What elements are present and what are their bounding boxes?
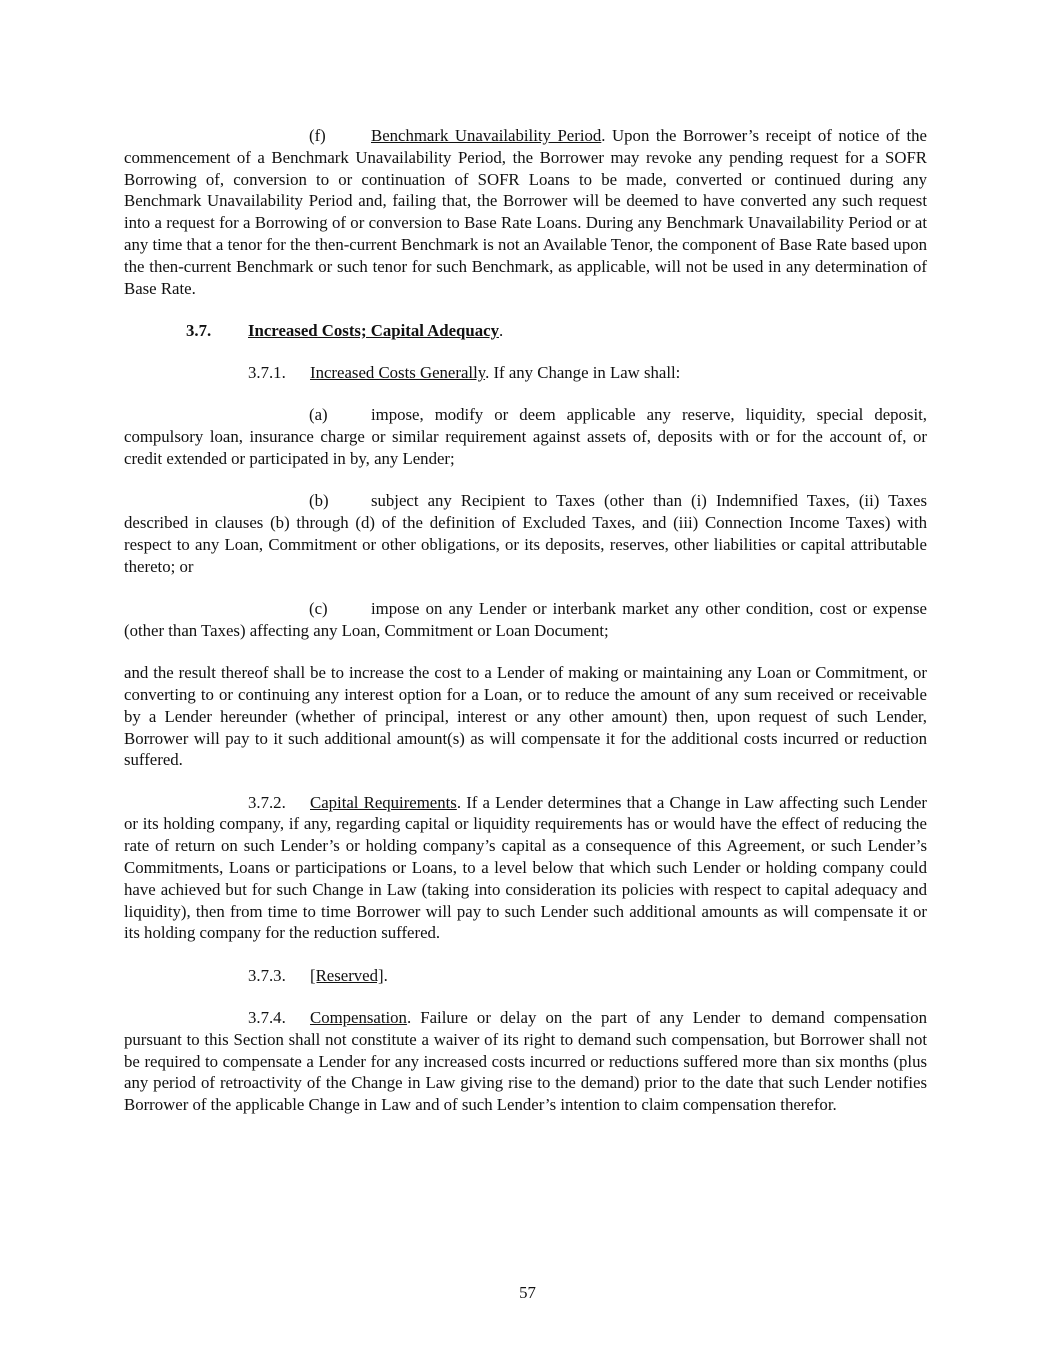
subsection-3-7-3 — [124, 965, 927, 987]
heading-benchmark-unavailability-period: Benchmark Unavailability Period — [371, 126, 602, 145]
clause-a-text: impose, modify or deem applicable any reserve, liquidity, special deposit, compulsory loan, insurance charge or similar requirement against assets of, deposits with or for the account of, or credit extended or participated in by, any Lender; — [124, 405, 927, 469]
subsection-heading: Increased Costs Generally — [310, 363, 486, 383]
subsection-3-7-1 — [124, 362, 927, 384]
subsection-heading: [Reserved] — [310, 965, 384, 985]
clause-b-text: subject any Recipient to Taxes (other than (i) Indemnified Taxes, (ii) Taxes described in clauses (b) through (d) of the definition of Excluded Taxes, and (iii) Connection Income Taxes) with respect to any Loan, Commitment or other obligations, or its deposits, reserves, other liabilities or capital attributable thereto; or — [124, 491, 927, 576]
subsection-number: 3.7.3. — [248, 965, 286, 985]
clause-label-c: (c) — [309, 599, 328, 619]
section-title-suffix: . — [498, 320, 504, 340]
subsection-text: . If any Change in Law shall: — [485, 363, 681, 383]
subsection-3-7-4 — [124, 1007, 927, 1116]
subsection-number: 3.7.4. — [248, 1008, 286, 1027]
subsection-text: . — [383, 965, 388, 985]
subsection-number: 3.7.1. — [248, 363, 286, 383]
subsection-heading: Capital Requirements — [310, 792, 457, 812]
section-3-7-heading — [124, 320, 927, 342]
subsection-heading: Compensation — [310, 1008, 407, 1027]
section-number: 3.7. — [186, 320, 212, 340]
paragraph-f — [124, 125, 927, 299]
clause-label-f: (f) — [309, 126, 326, 145]
paragraph-f-text: . Upon the Borrower’s receipt of notice of the commencement of a Benchmark Unavailability Period, the Borrower may revoke any pending request for a SOFR Borrowing of, conversion to or continuation of SOFR Loans to be made, converted or continued during any Benchmark Unavailability Period and, failing that, the Borrower will be deemed to have converted any such request into a request for a Borrowing of or conversion to Base Rate Loans. During any Benchmark Unavailability Period or at any time that a tenor for the then-current Benchmark is not an Available Tenor, the component of Base Rate based upon the then-current Benchmark or such tenor for such Benchmark, as applicable, will not be used in any determination of Base Rate. — [124, 126, 927, 298]
clause-c — [124, 598, 927, 642]
clause-label-b: (b) — [309, 491, 329, 511]
subsection-text: . Failure or delay on the part of any Lender to demand compensation pursuant to this Section shall not constitute a waiver of its right to demand such compensation, but Borrower shall not be required to compensate a Lender for any increased costs incurred or reductions suffered more than six months (plus any period of retroactivity of the Change in Law giving rise to the demand) prior to the date that such Lender notifies Borrower of the applicable Change in Law and of such Lender’s intention to claim compensation therefor. — [124, 1008, 927, 1115]
subsection-text: . If a Lender determines that a Change in Law affecting such Lender or its holding company, if any, regarding capital or liquidity requirements has or would have the effect of reducing the rate of return on such Lender’s or holding company’s capital as a consequence of this Agreement, or such Lender’s Commitments, Loans or participations or Loans, to a level below that which such Lender or holding company could have achieved but for such Change in Law (taking into consideration its policies with respect to capital adequacy and liquidity), then from time to time Borrower will pay to such Lender such additional amounts as will compensate it or its holding company for the reduction suffered. — [124, 792, 928, 943]
subsection-number: 3.7.2. — [248, 792, 286, 812]
clause-a — [124, 404, 927, 469]
clause-b — [124, 490, 927, 577]
page-number: 57 — [519, 1283, 536, 1302]
result-paragraph: and the result thereof shall be to increase the cost to a Lender of making or maintaining any Loan or Commitment, or converting to or continuing any interest option for a Loan, or to reduce the amount of any sum received or receivable by a Lender hereunder (whether of principal, interest or any other amount) then, upon request of such Lender, Borrower will pay to it such additional amount(s) as will compensate it for the additional costs incurred or reduction suffered. — [124, 663, 927, 770]
clause-label-a: (a) — [309, 405, 328, 425]
subsection-3-7-2 — [124, 792, 927, 945]
section-title: Increased Costs; Capital Adequacy — [248, 320, 499, 340]
clause-c-text: impose on any Lender or interbank market any other condition, cost or expense (other than Taxes) affecting any Loan, Commitment or Loan Document; — [124, 599, 927, 640]
document-page — [124, 125, 927, 1136]
